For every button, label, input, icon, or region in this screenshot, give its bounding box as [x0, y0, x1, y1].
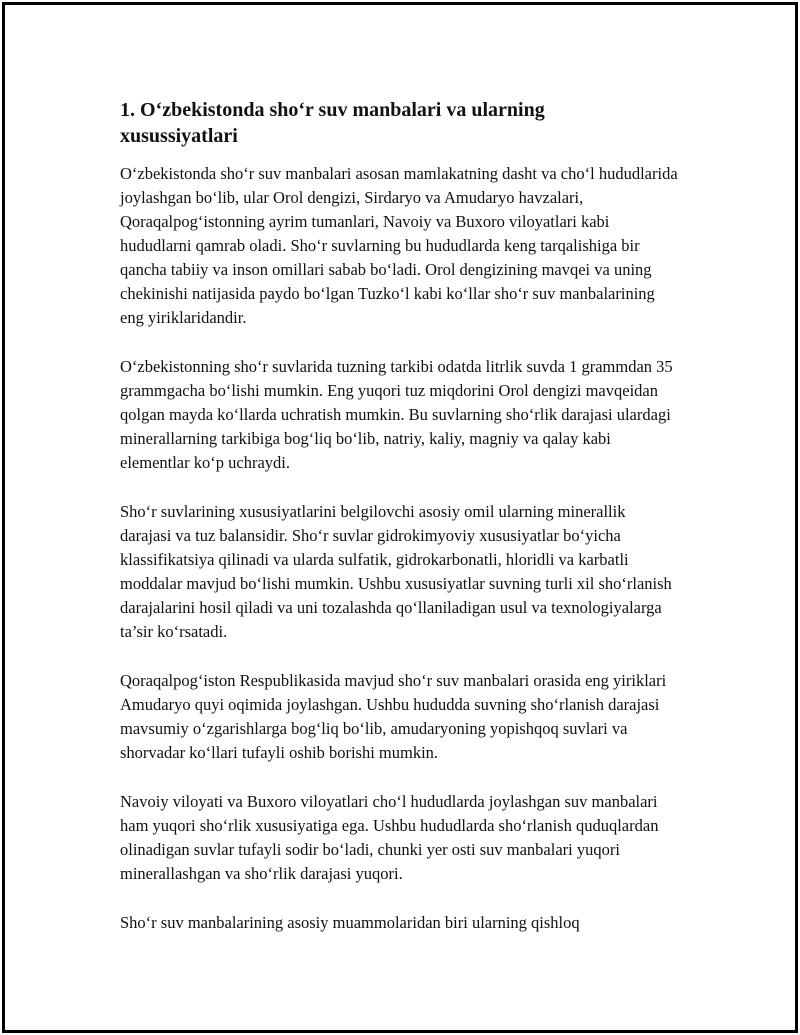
paragraph-2: O‘zbekistonning sho‘r suvlarida tuzning tarkibi odatda litrlik suvda 1 grammdan 35 grammgacha bo‘lishi mumkin. Eng yuqori tuz miqdorini Orol dengizi mavqeidan qolgan mayda ko‘llarda uchratish mumkin. Bu suvlarning sho‘rlik darajasi ulardagi minerallarning tarkibiga bog‘liq bo‘lib, natriy, kaliy, magniy va qalay kabi elementlar ko‘p uchraydi.	[120, 357, 673, 472]
paragraph-3: Sho‘r suvlarining xususiyatlarini belgilovchi asosiy omil ularning minerallik darajasi va tuz balansidir. Sho‘r suvlar gidrokimyoviy xususiyatlar bo‘yicha klassifikatsiya qilinadi va ularda sulfatik, gidrokarbonatli, hloridli va karbatli moddalar mavjud bo‘lishi mumkin. Ushbu xususiyatlar suvning turli xil sho‘rlanish darajalarini hosil qiladi va uni tozalashda qo‘llaniladigan usul va texnologiyalarga ta’sir ko‘rsatadi.	[120, 502, 672, 641]
paragraph-1: O‘zbekistonda sho‘r suv manbalari asosan mamlakatning dasht va cho‘l hududlarida joylashgan bo‘lib, ular Orol dengizi, Sirdaryo va Amudaryo havzalari, Qoraqalpog‘istonning ayrim tumanlari, Navoiy va Buxoro viloyatlari kabi hududlarni qamrab oladi. Sho‘r suvlarning bu hududlarda keng tarqalishiga bir qancha tabiiy va inson omillari sabab bo‘ladi. Orol dengizining mavqei va uning chekinishi natijasida paydo bo‘lgan Tuzko‘l kabi ko‘llar sho‘r suv manbalarining eng yiriklaridandir.	[120, 164, 678, 327]
page-content	[120, 97, 680, 960]
section-title: 1. O‘zbekistonda sho‘r suv manbalari va ularning xusussiyatlari	[120, 99, 545, 147]
page-frame	[2, 2, 798, 1033]
paragraph-6: Sho‘r suv manbalarining asosiy muammolaridan biri ularning qishloq	[120, 913, 580, 932]
paragraph-5: Navoiy viloyati va Buxoro viloyatlari cho‘l hududlarda joylashgan suv manbalari ham yuqori sho‘rlik xususiyatiga ega. Ushbu hududlarda sho‘rlanish quduqlardan olinadigan suvlar tufayli sodir bo‘ladi, chunki yer osti suv manbalari yuqori minerallashgan va sho‘rlik darajasi yuqori.	[120, 792, 659, 883]
paragraph-4: Qoraqalpog‘iston Respublikasida mavjud sho‘r suv manbalari orasida eng yiriklari Amudaryo quyi oqimida joylashgan. Ushbu hududda suvning sho‘rlanish darajasi mavsumiy o‘zgarishlarga bog‘liq bo‘lib, amudaryoning yopishqoq suvlari va shorvadar ko‘llari tufayli oshib borishi mumkin.	[120, 671, 667, 762]
